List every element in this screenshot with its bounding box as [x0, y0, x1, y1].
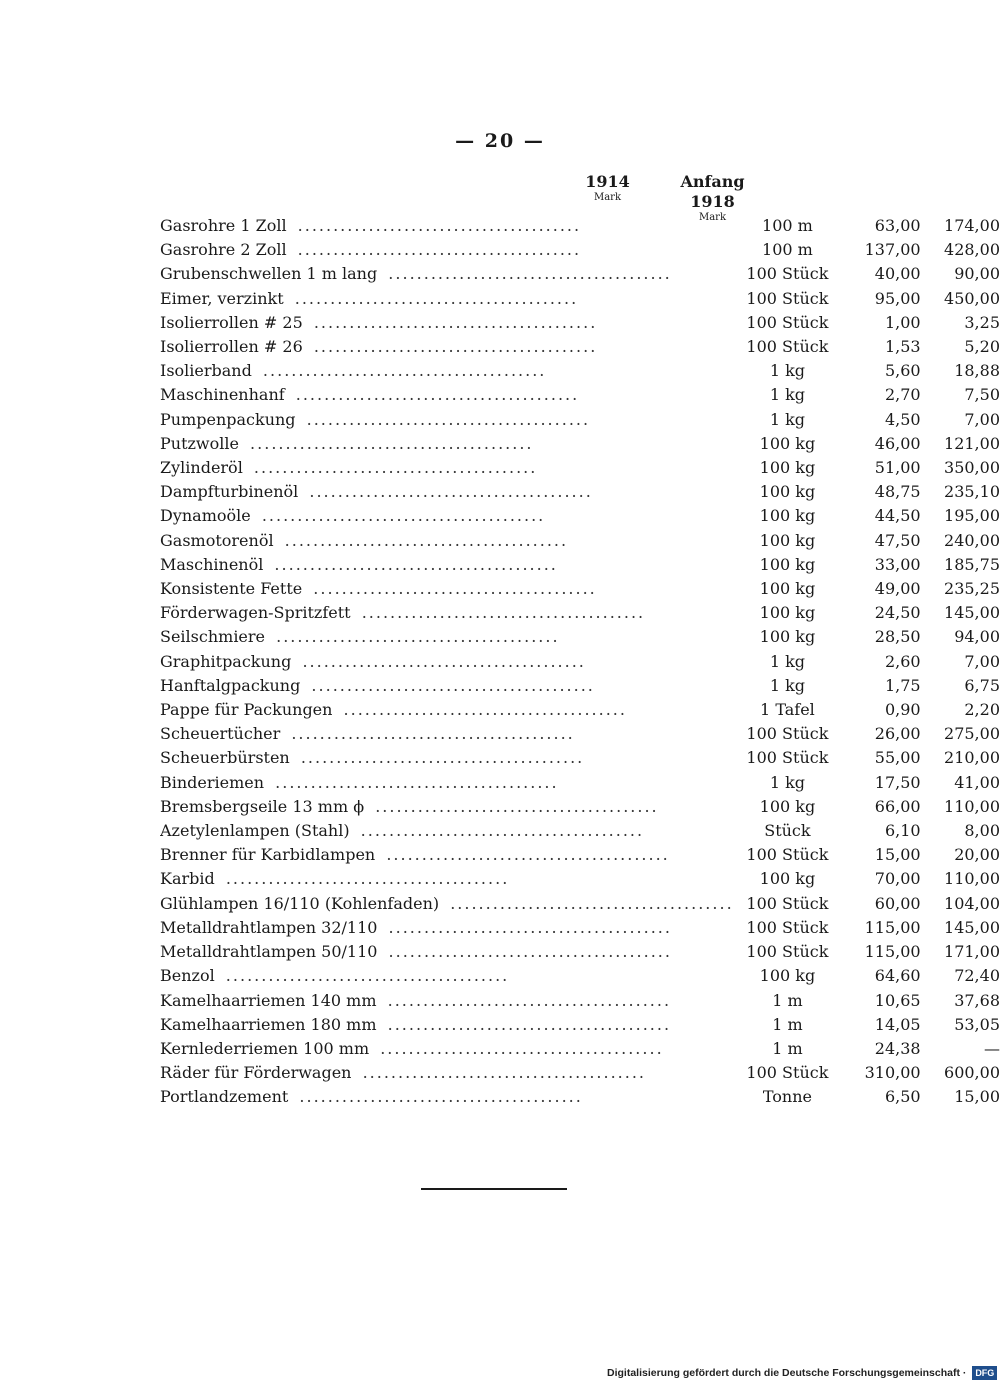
item-name: Brenner für Karbidlampen — [160, 845, 379, 864]
quantity-cell: 100 kg — [759, 530, 816, 550]
quantity-cell: 100 kg — [759, 433, 816, 453]
table-row — [160, 335, 1000, 359]
leader-dots: ........................................ — [381, 942, 672, 962]
leader-dots: ........................................ — [218, 869, 510, 889]
table-row — [160, 1037, 1000, 1061]
price-1918-cell: 104,00 — [944, 893, 1000, 913]
price-1914-cell: 6,50 — [884, 1087, 921, 1107]
price-1914-cell: 1,75 — [884, 675, 921, 695]
table-row — [160, 504, 1000, 528]
column-header-1914 — [570, 172, 645, 204]
price-1918-cell: 3,25 — [964, 312, 1000, 332]
item-cell — [160, 867, 734, 891]
item-name: Kamelhaarriemen 180 mm — [160, 1015, 381, 1034]
price-1914-cell: 5,60 — [884, 361, 921, 381]
column-header-1918-unit: Mark — [698, 212, 727, 223]
quantity-cell: 100 kg — [759, 482, 816, 502]
price-1918-cell: 275,00 — [944, 724, 1000, 744]
price-1914-cell: 40,00 — [874, 264, 921, 284]
quantity-cell: 1 kg — [769, 361, 806, 381]
table-row — [160, 940, 1000, 964]
item-name: Metalldrahtlampen 32/110 — [160, 918, 381, 937]
price-1914-cell: 24,50 — [874, 603, 921, 623]
leader-dots: ........................................ — [290, 216, 582, 235]
item-name: Scheuerbürsten — [160, 748, 294, 767]
leader-dots: ........................................ — [380, 1014, 672, 1034]
price-1918-cell: 235,25 — [944, 579, 1000, 599]
table-row — [160, 529, 1000, 553]
table-row — [160, 553, 1000, 577]
price-1918-cell: 145,00 — [944, 917, 1000, 937]
footer-text: Digitalisierung gefördert durch die Deutsche Forschungsgemeinschaft · — [607, 1366, 967, 1379]
price-1918-cell: 174,00 — [944, 216, 1000, 235]
quantity-cell: 100 kg — [759, 603, 816, 623]
table-row — [160, 771, 1000, 795]
quantity-cell: 100 Stück — [746, 264, 829, 284]
leader-dots: ........................................ — [242, 433, 534, 453]
price-1914-cell: 17,50 — [874, 772, 921, 792]
table-row — [160, 287, 1000, 311]
price-1914-cell: 51,00 — [874, 458, 921, 478]
item-cell — [160, 698, 734, 722]
item-name: Dynamoöle — [160, 506, 255, 525]
price-1914-cell: 46,00 — [874, 433, 921, 453]
price-1918-cell: — — [984, 1038, 1000, 1058]
table-row — [160, 432, 1000, 456]
quantity-cell: 100 Stück — [746, 288, 829, 308]
price-1918-cell: 37,68 — [954, 990, 1000, 1010]
quantity-cell: 100 kg — [759, 869, 816, 889]
price-1918-cell: 72,40 — [954, 966, 1000, 986]
item-cell — [160, 674, 734, 698]
item-cell — [160, 964, 734, 988]
leader-dots: ........................................ — [268, 772, 559, 792]
item-name: Putzwolle — [160, 434, 243, 453]
table-row — [160, 262, 1000, 286]
quantity-cell: 1 m — [772, 1014, 803, 1034]
item-cell — [160, 238, 734, 262]
item-cell — [160, 795, 734, 819]
price-1918-cell: 41,00 — [954, 772, 1000, 792]
table-row — [160, 746, 1000, 770]
price-1918-cell: 6,75 — [964, 675, 1000, 695]
item-name: Kernlederriemen 100 mm — [160, 1039, 373, 1058]
item-name: Förderwagen-Spritzfett — [160, 603, 355, 622]
leader-dots: ........................................ — [293, 748, 585, 768]
footer-credit — [607, 1366, 997, 1380]
quantity-cell: 1 m — [772, 990, 803, 1010]
table-row — [160, 383, 1000, 407]
quantity-cell: 100 kg — [759, 554, 816, 574]
item-cell — [160, 916, 734, 940]
item-name: Portlandzement — [160, 1087, 292, 1106]
price-1918-cell: 428,00 — [944, 240, 1000, 260]
price-1918-cell: 145,00 — [944, 603, 1000, 623]
item-cell — [160, 940, 734, 964]
price-1914-cell: 10,65 — [874, 990, 921, 1010]
item-cell — [160, 989, 734, 1013]
item-name: Benzol — [160, 966, 219, 985]
item-name: Eimer, verzinkt — [160, 289, 288, 308]
item-name: Pumpenpackung — [160, 410, 300, 429]
price-1918-cell: 7,00 — [964, 409, 1000, 429]
price-1914-cell: 64,60 — [874, 966, 921, 986]
price-1918-cell: 7,00 — [964, 651, 1000, 671]
table-row — [160, 456, 1000, 480]
item-cell — [160, 383, 734, 407]
price-1918-cell: 240,00 — [944, 530, 1000, 550]
price-1914-cell: 95,00 — [874, 288, 921, 308]
leader-dots: ........................................ — [354, 603, 646, 623]
quantity-cell: 100 kg — [759, 458, 816, 478]
closing-rule — [421, 1188, 567, 1190]
item-name: Maschinenöl — [160, 555, 267, 574]
leader-dots: ........................................ — [255, 361, 547, 381]
item-name: Kamelhaarriemen 140 mm — [160, 991, 381, 1010]
leader-dots: ........................................ — [336, 700, 627, 720]
price-1914-cell: 115,00 — [864, 917, 921, 937]
item-cell — [160, 1085, 734, 1109]
item-name: Azetylenlampen (Stahl) — [160, 821, 354, 840]
item-name: Graphitpackung — [160, 652, 295, 671]
table-row — [160, 408, 1000, 432]
price-1914-cell: 55,00 — [874, 748, 921, 768]
item-name: Pappe für Packungen — [160, 700, 336, 719]
table-row — [160, 916, 1000, 940]
quantity-cell: 100 kg — [759, 579, 816, 599]
item-cell — [160, 287, 734, 311]
leader-dots: ........................................ — [355, 1063, 647, 1083]
table-row — [160, 1013, 1000, 1037]
item-name: Zylinderöl — [160, 458, 247, 477]
price-1914-cell: 26,00 — [874, 724, 921, 744]
item-name: Gasrohre 1 Zoll — [160, 216, 291, 235]
price-1918-cell: 18,88 — [954, 361, 1000, 381]
price-1914-cell: 2,60 — [884, 651, 921, 671]
price-1918-cell: 185,75 — [944, 554, 1000, 574]
table-row — [160, 359, 1000, 383]
leader-dots: ........................................ — [353, 821, 645, 841]
item-name: Glühlampen 16/110 (Kohlenfaden) — [160, 894, 443, 913]
quantity-cell: 100 m — [762, 240, 813, 260]
leader-dots: ........................................ — [299, 409, 591, 429]
price-1918-cell: 20,00 — [954, 845, 1000, 865]
leader-dots: ........................................ — [295, 651, 586, 671]
price-1918-cell: 94,00 — [954, 627, 1000, 647]
item-name: Seilschmiere — [160, 627, 269, 646]
price-1914-cell: 1,53 — [884, 337, 921, 357]
table-row — [160, 214, 1000, 238]
table-row — [160, 843, 1000, 867]
item-cell — [160, 214, 734, 238]
item-name: Grubenschwellen 1 m lang — [160, 264, 381, 283]
price-1914-cell: 48,75 — [874, 482, 921, 502]
item-cell — [160, 601, 734, 625]
leader-dots: ........................................ — [381, 917, 672, 937]
table-row — [160, 867, 1000, 891]
price-1918-cell: 90,00 — [954, 264, 1000, 284]
item-cell — [160, 577, 734, 601]
price-1914-cell: 6,10 — [884, 821, 921, 841]
table-row — [160, 795, 1000, 819]
leader-dots: ........................................ — [246, 458, 538, 478]
item-cell — [160, 359, 734, 383]
item-cell — [160, 408, 734, 432]
price-1918-cell: 350,00 — [944, 458, 1000, 478]
price-1918-cell: 53,05 — [954, 1014, 1000, 1034]
item-cell — [160, 771, 734, 795]
item-name: Gasrohre 2 Zoll — [160, 240, 291, 259]
price-1914-cell: 115,00 — [864, 942, 921, 962]
quantity-cell: Tonne — [762, 1087, 812, 1107]
price-1918-cell: 195,00 — [944, 506, 1000, 526]
table-row — [160, 698, 1000, 722]
item-name: Bremsbergseile 13 mm ϕ — [160, 797, 368, 816]
item-cell — [160, 625, 734, 649]
item-cell — [160, 1037, 734, 1061]
quantity-cell: 1 kg — [769, 409, 806, 429]
dfg-logo: DFG — [972, 1366, 997, 1380]
price-1914-cell: 2,70 — [884, 385, 921, 405]
quantity-cell: 1 kg — [769, 772, 806, 792]
price-1914-cell: 49,00 — [874, 579, 921, 599]
price-1914-cell: 4,50 — [884, 409, 921, 429]
price-1918-cell: 5,20 — [964, 337, 1000, 357]
table-row — [160, 964, 1000, 988]
item-cell — [160, 1013, 734, 1037]
price-table-body — [160, 214, 1000, 1110]
price-1918-cell: 8,00 — [964, 821, 1000, 841]
leader-dots: ........................................ — [306, 312, 598, 332]
price-1914-cell: 63,00 — [874, 216, 921, 235]
item-cell — [160, 262, 734, 286]
quantity-cell: 100 Stück — [746, 748, 829, 768]
price-1918-cell: 110,00 — [944, 796, 1000, 816]
column-header-1918-label: Anfang 1918 — [680, 172, 745, 211]
leader-dots: ........................................ — [288, 385, 580, 405]
item-name: Scheuertücher — [160, 724, 284, 743]
item-cell — [160, 1061, 734, 1085]
item-name: Isolierband — [160, 361, 256, 380]
table-row — [160, 1061, 1000, 1085]
price-table — [160, 214, 1000, 1110]
price-1918-cell: 121,00 — [944, 433, 1000, 453]
price-1914-cell: 24,38 — [874, 1038, 921, 1058]
table-row — [160, 1085, 1000, 1109]
price-1918-cell: 235,10 — [944, 482, 1000, 502]
leader-dots: ........................................ — [267, 554, 558, 574]
price-1914-cell: 14,05 — [874, 1014, 921, 1034]
table-row — [160, 311, 1000, 335]
price-1914-cell: 28,50 — [874, 627, 921, 647]
leader-dots: ........................................ — [306, 579, 597, 599]
price-1918-cell: 110,00 — [944, 869, 1000, 889]
table-row — [160, 892, 1000, 916]
price-1914-cell: 60,00 — [874, 893, 921, 913]
price-1918-cell: 450,00 — [944, 288, 1000, 308]
price-1918-cell: 600,00 — [944, 1063, 1000, 1083]
quantity-cell: 100 Stück — [746, 312, 829, 332]
leader-dots: ........................................ — [254, 506, 546, 526]
quantity-cell: 1 Tafel — [760, 700, 815, 720]
item-cell — [160, 480, 734, 504]
leader-dots: ........................................ — [304, 675, 595, 695]
price-1914-cell: 137,00 — [864, 240, 921, 260]
table-row — [160, 819, 1000, 843]
price-1914-cell: 15,00 — [874, 845, 921, 865]
quantity-cell: 100 kg — [759, 506, 816, 526]
quantity-cell: 100 Stück — [746, 917, 829, 937]
table-row — [160, 601, 1000, 625]
column-header-1914-label: 1914 — [585, 172, 630, 191]
item-cell — [160, 529, 734, 553]
leader-dots: ........................................ — [218, 966, 510, 986]
quantity-cell: 1 m — [772, 1038, 803, 1058]
table-row — [160, 577, 1000, 601]
quantity-cell: 100 kg — [759, 627, 816, 647]
item-name: Gasmotorenöl — [160, 531, 278, 550]
item-cell — [160, 746, 734, 770]
item-cell — [160, 892, 734, 916]
quantity-cell: 100 Stück — [746, 1063, 829, 1083]
price-1914-cell: 0,90 — [884, 700, 921, 720]
leader-dots: ........................................ — [284, 724, 575, 744]
quantity-cell: Stück — [764, 821, 811, 841]
quantity-cell: 100 Stück — [746, 337, 829, 357]
leader-dots: ........................................ — [302, 482, 593, 502]
leader-dots: ........................................ — [277, 530, 569, 550]
item-name: Isolierrollen # 26 — [160, 337, 307, 356]
item-name: Metalldrahtlampen 50/110 — [160, 942, 381, 961]
page-number: — 20 — — [455, 130, 545, 152]
item-cell — [160, 335, 734, 359]
table-row — [160, 722, 1000, 746]
table-row — [160, 238, 1000, 262]
item-cell — [160, 722, 734, 746]
item-name: Konsistente Fette — [160, 579, 306, 598]
item-cell — [160, 553, 734, 577]
price-1918-cell: 171,00 — [944, 942, 1000, 962]
price-1918-cell: 2,20 — [964, 700, 1000, 720]
table-row — [160, 650, 1000, 674]
quantity-cell: 1 kg — [769, 651, 806, 671]
leader-dots: ........................................ — [379, 845, 670, 865]
leader-dots: ........................................ — [306, 337, 598, 357]
table-row — [160, 480, 1000, 504]
quantity-cell: 100 kg — [759, 796, 816, 816]
leader-dots: ........................................ — [373, 1038, 664, 1058]
leader-dots: ........................................ — [290, 240, 582, 260]
price-1914-cell: 66,00 — [874, 796, 921, 816]
leader-dots: ........................................ — [380, 990, 672, 1010]
quantity-cell: 100 Stück — [746, 893, 829, 913]
leader-dots: ........................................ — [292, 1087, 583, 1107]
leader-dots: ........................................ — [443, 893, 734, 913]
column-header-1914-unit: Mark — [593, 192, 622, 203]
price-1914-cell: 44,50 — [874, 506, 921, 526]
item-name: Isolierrollen # 25 — [160, 313, 307, 332]
quantity-cell: 100 kg — [759, 966, 816, 986]
item-cell — [160, 650, 734, 674]
item-cell — [160, 456, 734, 480]
item-cell — [160, 432, 734, 456]
price-1914-cell: 47,50 — [874, 530, 921, 550]
leader-dots: ........................................ — [269, 627, 560, 647]
quantity-cell: 1 kg — [769, 675, 806, 695]
leader-dots: ........................................ — [381, 264, 672, 284]
price-1914-cell: 310,00 — [864, 1063, 921, 1083]
price-1914-cell: 70,00 — [874, 869, 921, 889]
quantity-cell: 100 Stück — [746, 845, 829, 865]
item-name: Binderiemen — [160, 773, 268, 792]
price-1914-cell: 1,00 — [884, 312, 921, 332]
item-name: Maschinenhanf — [160, 385, 289, 404]
quantity-cell: 100 m — [762, 216, 813, 235]
item-name: Räder für Förderwagen — [160, 1063, 355, 1082]
item-cell — [160, 819, 734, 843]
item-cell — [160, 843, 734, 867]
quantity-cell: 1 kg — [769, 385, 806, 405]
price-1918-cell: 15,00 — [954, 1087, 1000, 1107]
quantity-cell: 100 Stück — [746, 724, 829, 744]
item-cell — [160, 504, 734, 528]
item-name: Karbid — [160, 869, 219, 888]
item-cell — [160, 311, 734, 335]
item-name: Dampfturbinenöl — [160, 482, 302, 501]
leader-dots: ........................................ — [368, 796, 659, 816]
leader-dots: ........................................ — [287, 288, 579, 308]
table-row — [160, 989, 1000, 1013]
price-1918-cell: 210,00 — [944, 748, 1000, 768]
table-row — [160, 674, 1000, 698]
price-1914-cell: 33,00 — [874, 554, 921, 574]
item-name: Hanftalgpackung — [160, 676, 304, 695]
table-row — [160, 625, 1000, 649]
quantity-cell: 100 Stück — [746, 942, 829, 962]
price-1918-cell: 7,50 — [964, 385, 1000, 405]
